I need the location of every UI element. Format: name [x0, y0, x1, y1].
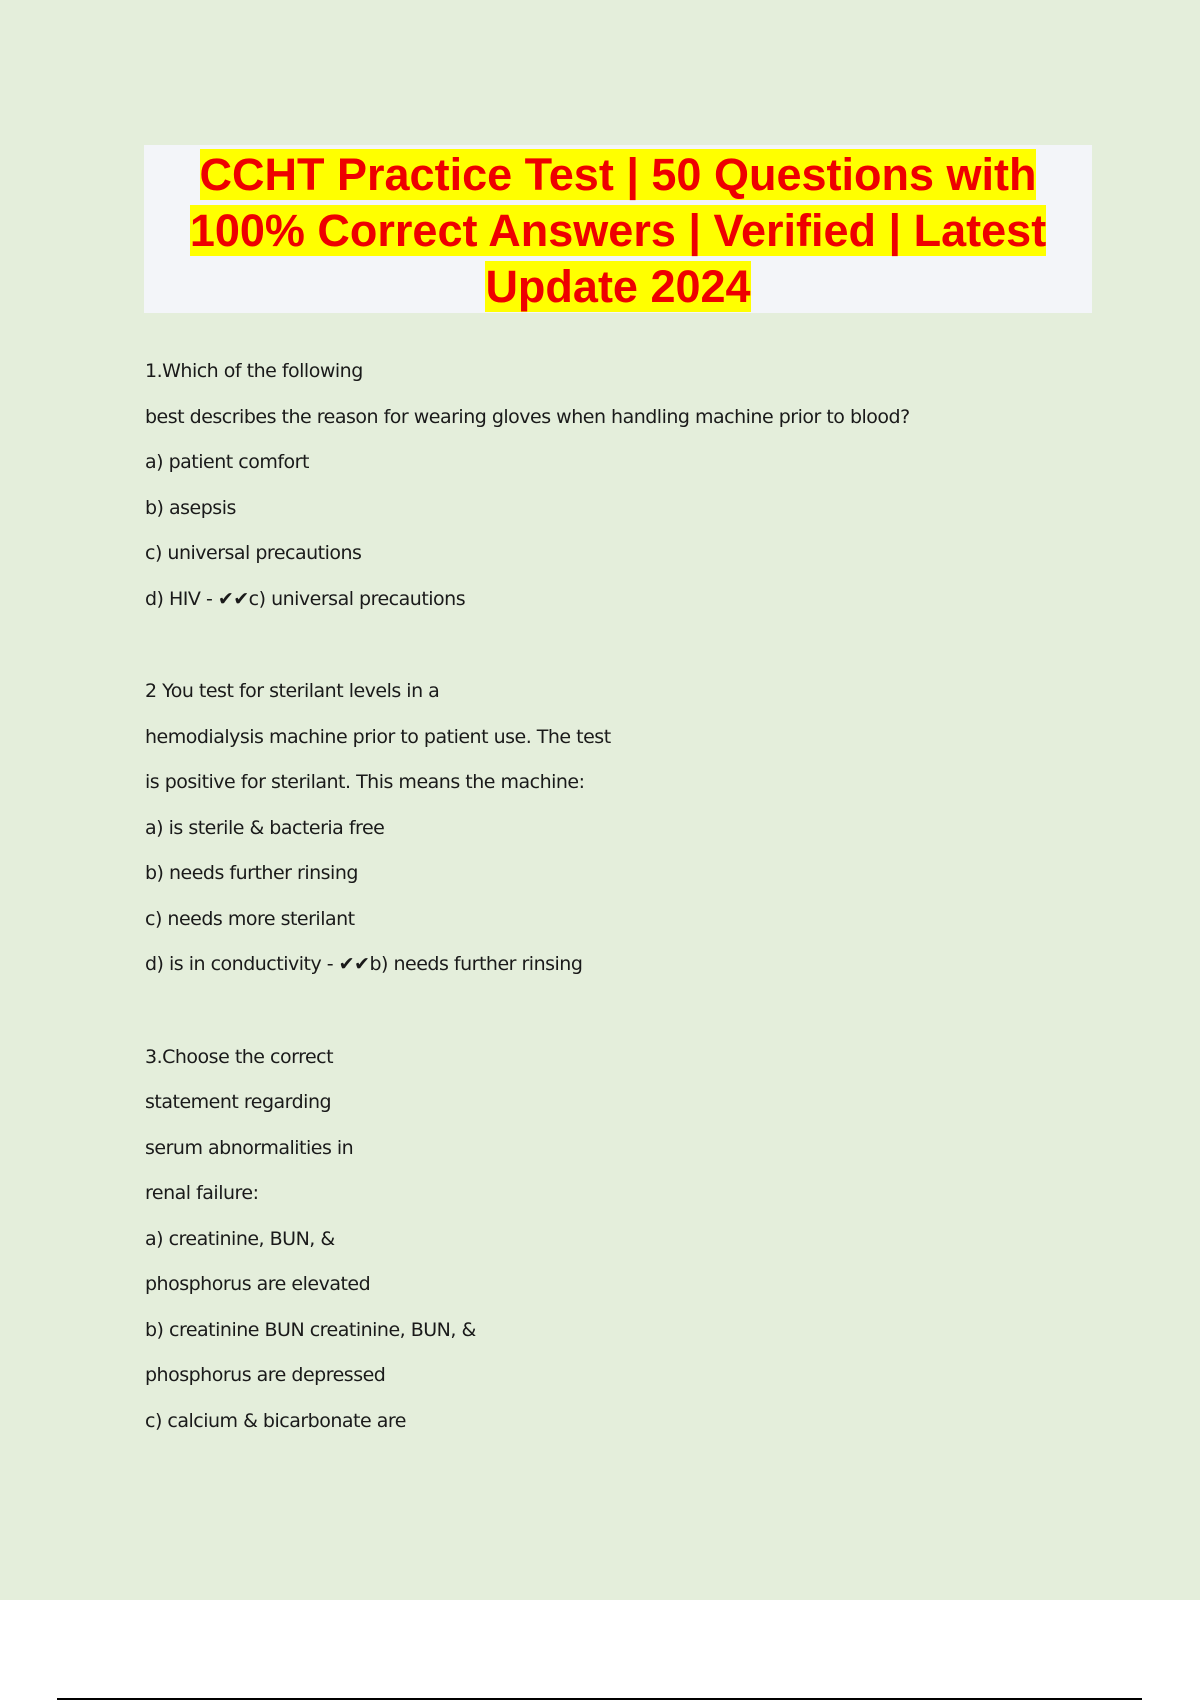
answer-option: b) needs further rinsing [145, 862, 358, 884]
question-text: 2 You test for sterilant levels in a [145, 680, 440, 702]
answer-option-with-correct-answer: d) is in conductivity - ✔✔b) needs further rinsing [145, 953, 583, 975]
questions-content [145, 358, 1145, 1453]
question-text: renal failure: [145, 1182, 259, 1204]
title-line-1: CCHT Practice Test | 50 Questions with [199, 149, 1037, 200]
question-2 [145, 678, 1145, 997]
answer-option: a) creatinine, BUN, & [145, 1227, 335, 1250]
answer-option: c) needs more sterilant [145, 907, 355, 930]
question-spacer [145, 631, 1145, 678]
answer-option: a) is sterile & bacteria free [145, 816, 385, 839]
question-text: 1.Which of the following [145, 360, 363, 382]
document-title [144, 145, 1092, 315]
question-text: 3.Choose the correct [145, 1045, 334, 1068]
answer-option-with-correct-answer: d) HIV - ✔✔c) universal precautions [145, 587, 466, 610]
question-text: statement regarding [145, 1091, 332, 1113]
question-3 [145, 1044, 1145, 1454]
question-text: serum abnormalities in [145, 1136, 354, 1159]
title-line-2: 100% Correct Answers | Verified | Latest [189, 205, 1047, 256]
title-line-3: Update 2024 [485, 261, 751, 312]
question-1 [145, 358, 1145, 631]
answer-option: phosphorus are elevated [145, 1273, 371, 1295]
answer-option: c) calcium & bicarbonate are [145, 1409, 406, 1432]
answer-option: a) patient comfort [145, 451, 309, 473]
answer-option: c) universal precautions [145, 542, 362, 564]
question-text: hemodialysis machine prior to patient use. The test [145, 725, 611, 748]
question-text: best describes the reason for wearing gloves when handling machine prior to blood? [145, 405, 910, 428]
question-text: is positive for sterilant. This means the machine: [145, 771, 585, 793]
title-box [144, 145, 1092, 313]
question-spacer [145, 997, 1145, 1044]
answer-option: b) creatinine BUN creatinine, BUN, & [145, 1318, 476, 1341]
answer-option: phosphorus are depressed [145, 1364, 386, 1386]
answer-option: b) asepsis [145, 496, 236, 519]
